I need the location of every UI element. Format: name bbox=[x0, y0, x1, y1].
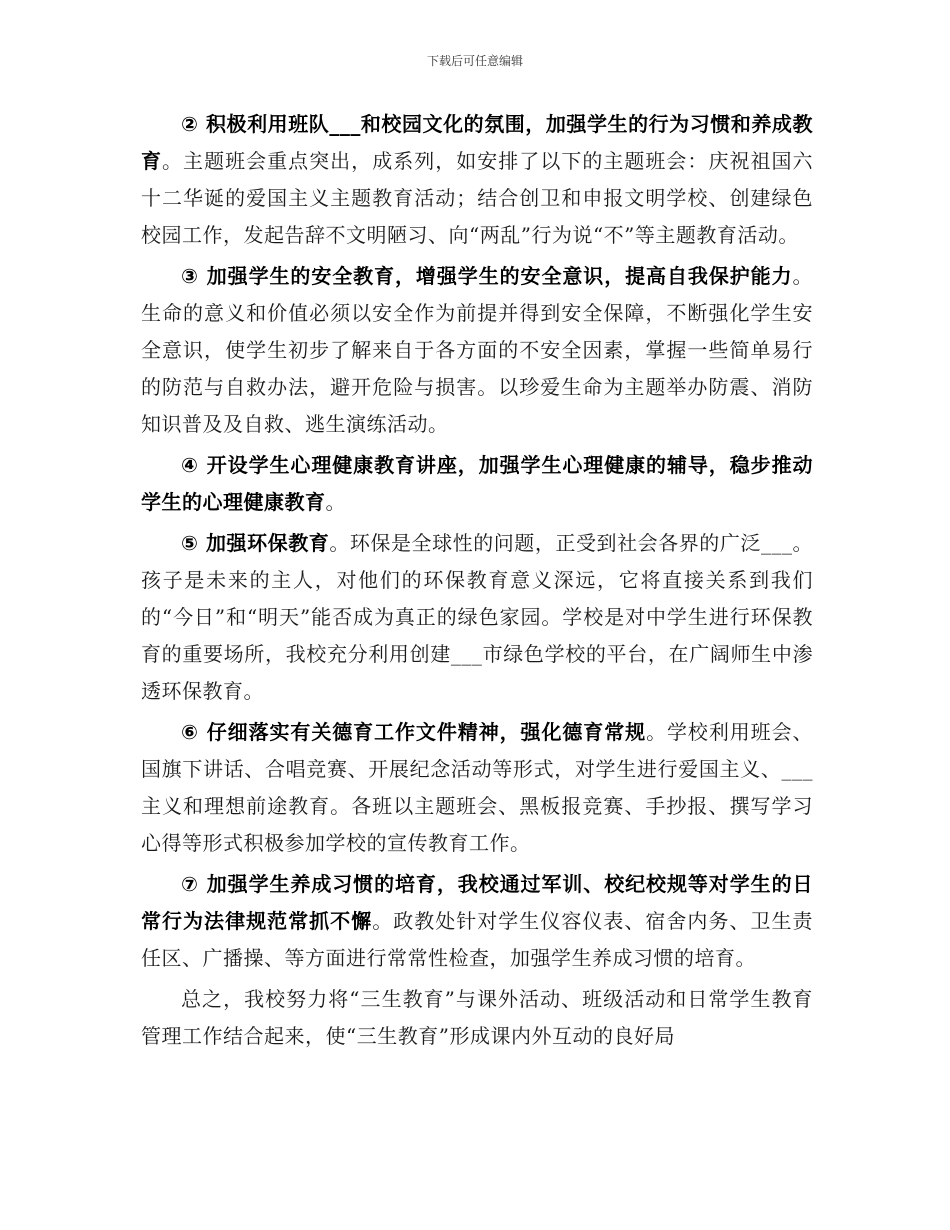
paragraph-text: 。主题班会重点突出，成系列，如安排了以下的主题班会：庆祝祖国六十二华诞的爱国主义主题教育活动；结合创卫和申报文明学校、创建绿色校园工作，发起告辞不文明陋习、向“两乱”行为说“不”等主题教育活动。 bbox=[141, 149, 814, 247]
paragraph-4 bbox=[141, 447, 813, 521]
paragraph-7 bbox=[141, 866, 813, 977]
document-body bbox=[141, 106, 813, 1059]
paragraph-text: 。生命的意义和价值必须以安全作为前提并得到安全保障，不断强化学生安全意识，使学生初步了解来自于各方面的不安全因素，掌握一些简单易行的防范与自救办法，避开危险与损害。以珍爱生命为主题举办防震、消防知识普及及自救、逃生演练活动。 bbox=[141, 264, 813, 436]
paragraph-heading: ⑥ 仔细落实有关德育工作文件精神，强化德育常规 bbox=[181, 720, 647, 744]
paragraph-heading: ② 积极利用班队___和校园文化的氛围，加强学生的行为习惯和养成教育 bbox=[141, 112, 813, 173]
paragraph-summary bbox=[141, 981, 813, 1055]
paragraph-heading: ④ 开设学生心理健康教育讲座，加强学生心理健康的辅导，稳步推动学生的心理健康教育 bbox=[141, 453, 813, 514]
paragraph-text: 总之，我校努力将“三生教育”与课外活动、班级活动和日常学生教育管理工作结合起来，使“三生教育”形成课内外互动的良好局 bbox=[141, 987, 813, 1048]
paragraph-text: 。学校利用班会、国旗下讲话、合唱竞赛、开展纪念活动等形式，对学生进行爱国主义、___主义和理想前途教育。各班以主题班会、黑板报竞赛、手抄报、撰写学习心得等形式积极参加学校的宣传教育工作。 bbox=[141, 720, 814, 855]
paragraph-heading: ⑦ 加强学生养成习惯的培育，我校通过军训、校纪校规等对学生的日常行为法律规范常抓不懈 bbox=[141, 872, 813, 933]
paragraph-text: 。政教处针对学生仪容仪表、宿舍内务、卫生责任区、广播操、等方面进行常常性检查，加强学生养成习惯的培育。 bbox=[141, 909, 814, 970]
paragraph-text: 。环保是全球性的问题，正受到社会各界的广泛___。孩子是未来的主人，对他们的环保教育意义深远，它将直接关系到我们的“今日”和“明天”能否成为真正的绿色家园。学校是对中学生进行环保教育的重要场所，我校充分利用创建___市绿色学校的平台，在广阔师生中渗透环保教育。 bbox=[141, 531, 813, 703]
paragraph-2 bbox=[141, 106, 813, 254]
paragraph-text: 。 bbox=[325, 490, 346, 514]
paragraph-3 bbox=[141, 258, 813, 443]
paragraph-heading: ③ 加强学生的安全教育，增强学生的安全意识，提高自我保护能力 bbox=[181, 264, 793, 288]
paragraph-6 bbox=[141, 714, 813, 862]
paragraph-5 bbox=[141, 525, 813, 710]
paragraph-heading: ⑤ 加强环保教育 bbox=[181, 531, 330, 555]
page-header: 下载后可任意编辑 bbox=[426, 54, 523, 68]
